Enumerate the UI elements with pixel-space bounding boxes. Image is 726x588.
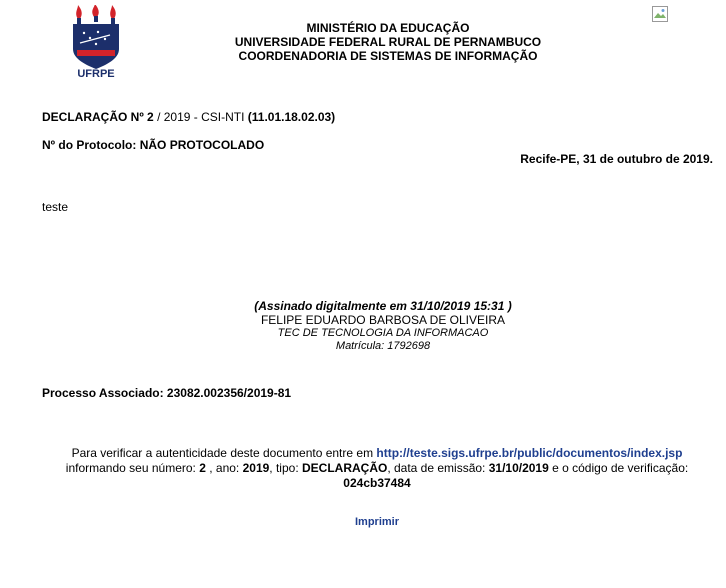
verification-type: DECLARAÇÃO — [301, 461, 388, 475]
local-data: Recife-PE, 31 de outubro de 2019. — [520, 152, 713, 166]
signer-role: TEC DE TECNOLOGIA DA INFORMACAO — [277, 327, 489, 339]
declaracao-middle: / 2019 - CSI-NTI — [153, 110, 248, 124]
verification-code: 024cb37484 — [343, 476, 411, 490]
header-ministerio: MINISTÉRIO DA EDUCAÇÃO — [306, 21, 470, 35]
signature-block — [0, 299, 726, 353]
signature-timestamp: (Assinado digitalmente em 31/10/2019 15:31 ) — [254, 299, 512, 313]
signer-registration: Matrícula: 1792698 — [335, 340, 431, 352]
document-body: teste — [42, 200, 69, 214]
verification-number-label: informando seu número: — [65, 461, 200, 475]
verification-year-label: , ano: — [205, 461, 243, 475]
declaracao-unit: (11.01.18.02.03) — [247, 110, 336, 124]
declaracao-title — [42, 110, 335, 124]
print-link[interactable]: Imprimir — [354, 516, 399, 528]
declaracao-prefix: DECLARAÇÃO Nº 2 — [42, 110, 154, 124]
header-coordenadoria: COORDENADORIA DE SISTEMAS DE INFORMAÇÃO — [238, 49, 538, 63]
verification-date-label: , data de emissão: — [387, 461, 489, 475]
verification-link[interactable]: http://teste.sigs.ufrpe.br/public/documentos/index.jsp — [376, 446, 683, 460]
logo-text: UFRPE — [77, 68, 115, 80]
header-universidade: UNIVERSIDADE FEDERAL RURAL DE PERNAMBUCO — [234, 35, 542, 49]
signer-name: FELIPE EDUARDO BARBOSA DE OLIVEIRA — [260, 313, 506, 327]
verification-date: 31/10/2019 — [488, 461, 549, 475]
protocolo: Nº do Protocolo: NÃO PROTOCOLADO — [42, 138, 265, 152]
verification-code-label: e o código de verificação: — [548, 461, 689, 475]
broken-image-icon — [652, 6, 668, 22]
verification-type-label: , tipo: — [269, 461, 302, 475]
verification-intro: Para verificar a autenticidade deste documento entre em — [71, 446, 377, 460]
processo-associado: Processo Associado: 23082.002356/2019-81 — [42, 386, 292, 400]
verification-year: 2019 — [242, 461, 270, 475]
verification-number: 2 — [199, 461, 206, 475]
verification-text — [0, 446, 726, 491]
document-header — [0, 21, 726, 63]
print-area — [0, 516, 726, 528]
